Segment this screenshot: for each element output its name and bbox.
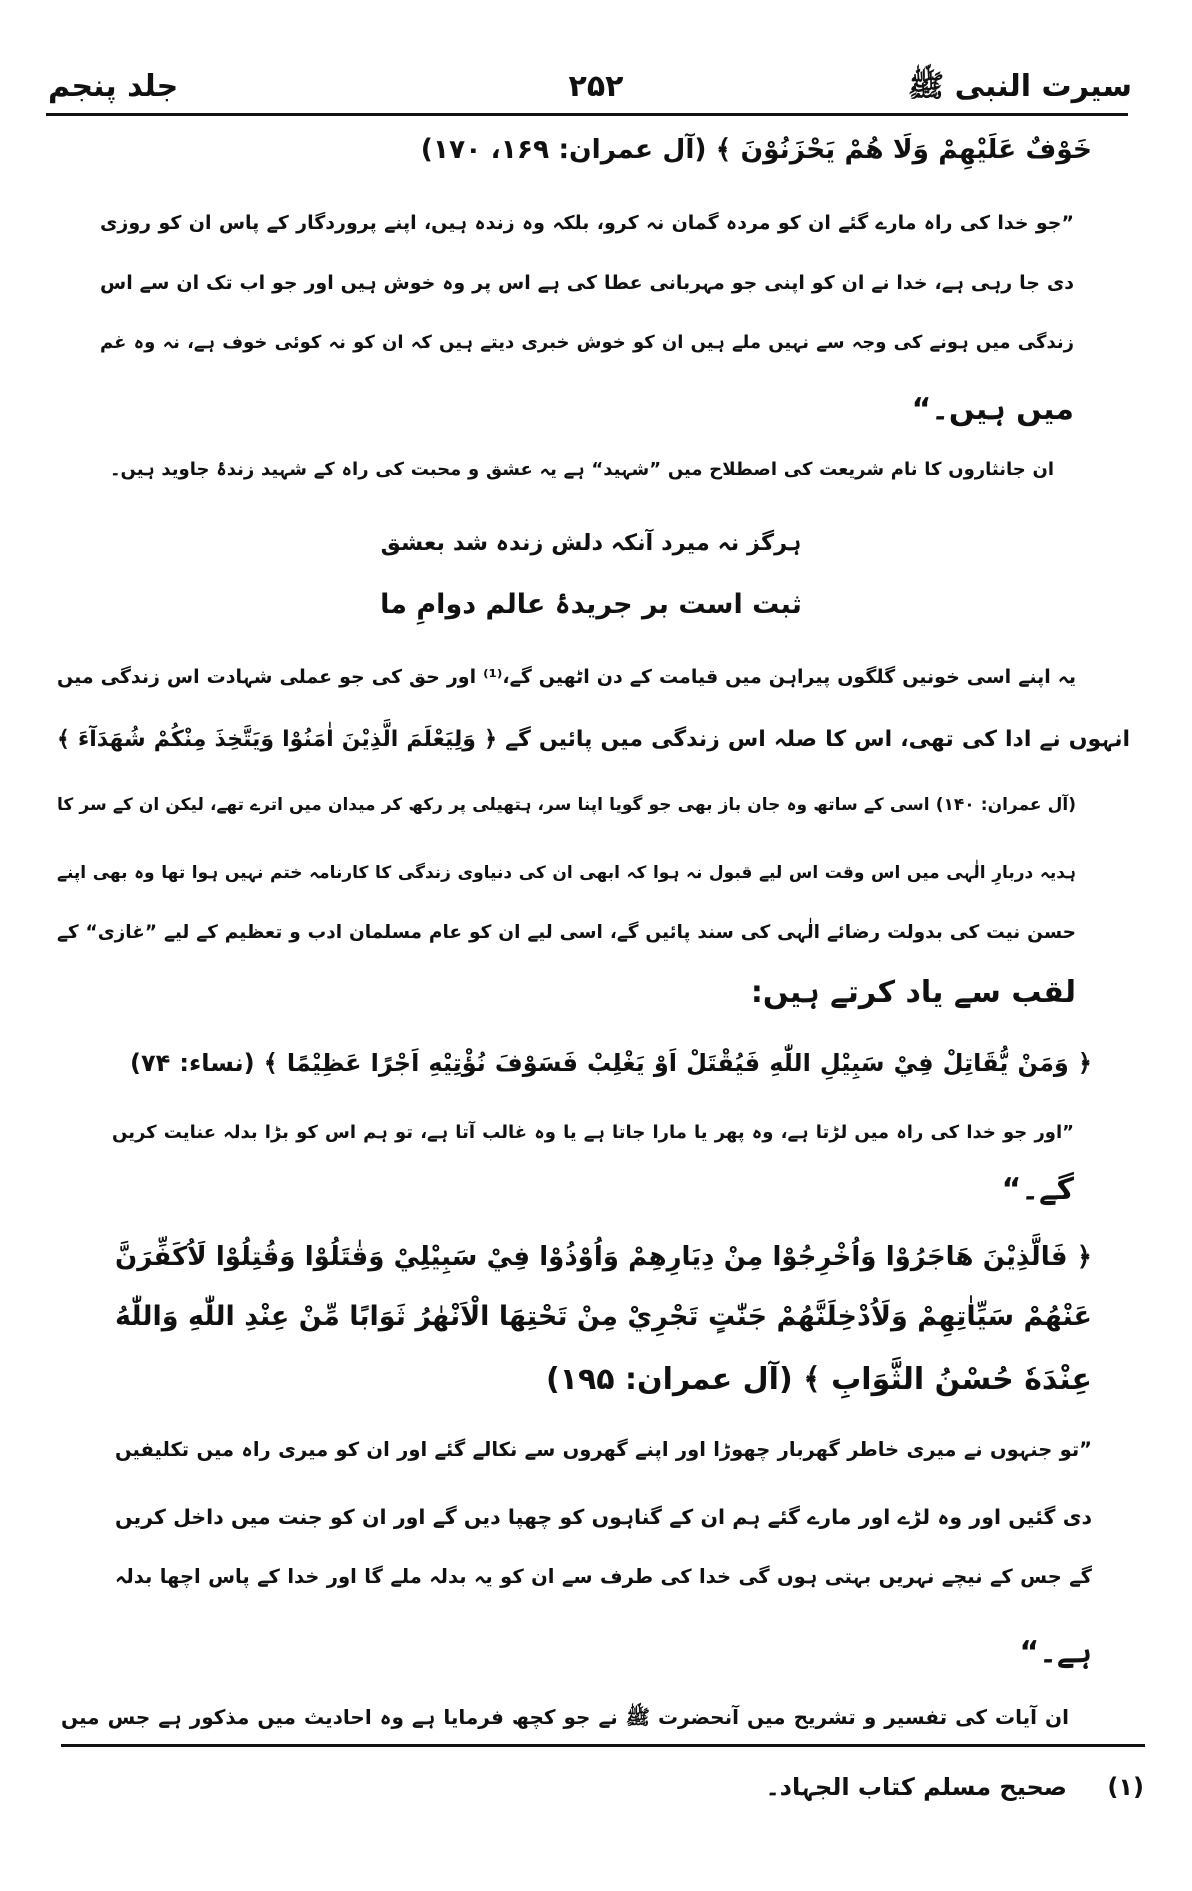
quran-verse-line: عَنْهُمْ سَيِّاٰتِهِمْ وَلَاُدْخِلَنَّهُمْ جَنّٰتٍ تَجْرِيْ مِنْ تَحْتِهَا الْاَنْهٰرُ ثَوَابًا مِّنْ عِنْدِ اللّٰهِ وَاللّٰهُ xyxy=(115,1301,1092,1332)
translation-line: دی جا رہی ہے، خدا نے ان کو اپنی جو مہربانی عطا کی ہے اس پر وہ خوش ہیں اور جو اب تک ان سے اس xyxy=(100,272,1074,294)
paragraph-line: یہ اپنے اسی خونیں گلگوں پیراہن میں قیامت کے دن اٹھیں گے،⁽¹⁾ اور حق کی جو عملی شہادت اس زندگی میں xyxy=(57,666,1076,688)
translation-line: گے جس کے نیچے نہریں بہتی ہوں گی خدا کی طرف سے ان کو یہ بدلہ ملے گا اور خدا کے پاس اچھا بدلہ xyxy=(115,1565,1092,1588)
header-rule xyxy=(46,113,1128,116)
translation-line: ہے۔“ xyxy=(1019,1635,1092,1670)
paragraph-line: ان جانثاروں کا نام شریعت کی اصطلاح میں ”شہید“ ہے یہ عشق و محبت کی راہ کے شہید زندۂ جاوید ہیں۔ xyxy=(110,459,1054,480)
quran-verse-line: ﴿ فَالَّذِيْنَ هَاجَرُوْا وَاُخْرِجُوْا مِنْ دِيَارِهِمْ وَاُوْذُوْا فِيْ سَبِيْلِيْ وَقٰتَلُوْا وَقُتِلُوْا لَاُكَفِّرَنَّ xyxy=(115,1242,1092,1272)
paragraph-line: ہدیہ دربارِ الٰہی میں اس وقت اس لیے قبول نہ ہوا کہ ابھی ان کی دنیاوی زندگی کا کارنامہ ختم نہیں ہوا تھا وہ بھی اپنے xyxy=(57,863,1076,883)
paragraph-line: انہوں نے ادا کی تھی، اس کا صلہ اس زندگی میں پائیں گے ﴿ وَلِيَعْلَمَ الَّذِيْنَ اٰمَنُوْا وَيَتَّخِذَ مِنْكُمْ شُهَدَآءَ ﴾ xyxy=(57,727,1130,752)
translation-line: میں ہیں۔“ xyxy=(911,392,1074,427)
quran-verse-line: ﴿ وَمَنْ يُّقَاتِلْ فِيْ سَبِيْلِ اللّٰهِ فَيُقْتَلْ اَوْ يَغْلِبْ فَسَوْفَ نُؤْتِيْهِ اَجْرًا عَظِيْمًا ﴾ (نساء: ۷۴) xyxy=(130,1049,1092,1077)
translation-line: ”جو خدا کی راہ مارے گئے ان کو مردہ گمان نہ کرو، بلکہ وہ زندہ ہیں، اپنے پروردگار کے پاس ان کو روزی xyxy=(100,212,1074,234)
persian-verse-line: ثبت است بر جریدۂ عالم دوامِ ما xyxy=(380,589,802,620)
page-number: ۲۵۲ xyxy=(568,69,624,104)
translation-line: گے۔“ xyxy=(1001,1172,1074,1207)
translation-line: ”اور جو خدا کی راہ میں لڑتا ہے، وہ پھر یا مارا جاتا ہے یا وہ غالب آتا ہے، تو ہم اس کو بڑا بدلہ عنایت کریں xyxy=(112,1122,1074,1143)
footnote-rule xyxy=(61,1744,1145,1747)
quran-verse-line: خَوْفٌ عَلَيْهِمْ وَلَا هُمْ يَحْزَنُوْنَ ﴾ (آل عمران: ۱۶۹، ۱۷۰) xyxy=(420,134,1092,165)
translation-line: دی گئیں اور وہ لڑے اور مارے گئے ہم ان کے گناہوں کو چھپا دیں گے اور ان کو جنت میں داخل کریں xyxy=(115,1505,1092,1529)
book-title: سیرت النبی ﷺ xyxy=(907,69,1132,104)
translation-line: ”تو جنہوں نے میری خاطر گھربار چھوڑا اور اپنے گھروں سے نکالے گئے اور ان کو میری راہ میں تکلیفیں xyxy=(115,1438,1092,1461)
footnote-marker: (۱) xyxy=(1107,1773,1144,1801)
persian-verse-line: ہرگز نہ میرد آنکہ دلش زندہ شد بعشق xyxy=(380,530,802,556)
paragraph-line: (آل عمران: ۱۴۰) اسی کے ساتھ وہ جان باز بھی جو گویا اپنا سر، ہتھیلی پر رکھ کر میدان میں اترے تھے، لیکن ان کے سر کا xyxy=(57,795,1076,815)
paragraph-line: لقب سے یاد کرتے ہیں: xyxy=(750,975,1076,1010)
paragraph-line: حسن نیت کی بدولت رضائے الٰہی کی سند پائیں گے، اسی لیے ان کو عام مسلمان ادب و تعظیم کے لیے ”غازی“ کے xyxy=(57,922,1076,943)
quran-verse-line: عِنْدَهٗ حُسْنُ الثَّوَابِ ﴾ (آل عمران: ۱۹۵) xyxy=(545,1362,1092,1397)
footnote-text: صحیح مسلم کتاب الجہاد۔ xyxy=(765,1773,1067,1801)
paragraph-line: ان آیات کی تفسیر و تشریح میں آنحضرت ﷺ نے جو کچھ فرمایا ہے وہ احادیث میں مذکور ہے جس میں xyxy=(61,1705,1069,1729)
volume-label: جلد پنجم xyxy=(48,69,179,104)
translation-line: زندگی میں ہونے کی وجہ سے نہیں ملے ہیں ان کو خوش خبری دیتے ہیں کہ ان کو نہ کوئی خوف ہے، نہ وہ غم xyxy=(100,332,1074,353)
